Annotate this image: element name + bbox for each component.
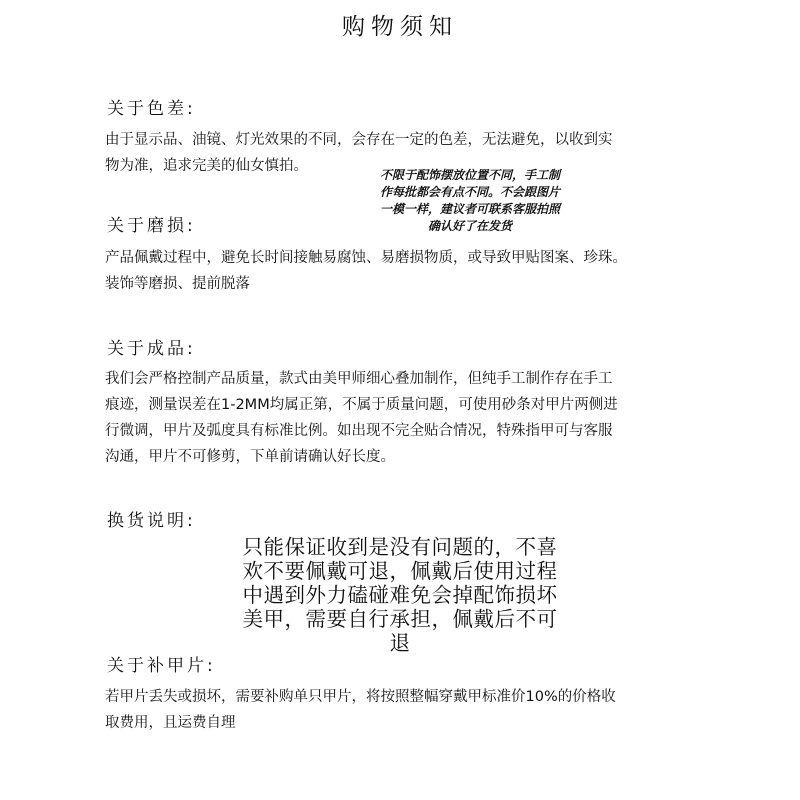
section-heading-product: 关于成品:	[107, 339, 196, 359]
section-text-product	[105, 366, 705, 470]
page-title: 购物须知	[342, 14, 458, 40]
note-line: 不限于配饰摆放位置不同，手工制	[379, 168, 560, 182]
section-text-wear	[105, 245, 725, 297]
text-line: 物为准，追求完美的仙女慎拍。	[105, 158, 308, 174]
section-text-replacement	[105, 684, 725, 736]
text-line: 美甲，需要自行承担，佩戴后不可	[242, 607, 558, 631]
text-line: 欢不要佩戴可退，佩戴后使用过程	[242, 559, 558, 583]
text-line: 行微调，甲片及弧度具有标准比例。如出现不完全贴合情况，特殊指甲可与客服	[105, 423, 613, 439]
section-heading-exchange: 换货说明:	[107, 511, 196, 531]
text-line: 我们会严格控制产品质量，款式由美甲师细心叠加制作，但纯手工制作存在手工	[105, 371, 613, 387]
section-heading-wear: 关于磨损:	[107, 216, 196, 236]
text-line: 痕迹，测量误差在1-2MM均属正第，不属于质量问题，可使用砂条对甲片两侧进	[105, 397, 618, 413]
text-line: 装饰等磨损、提前脱落	[105, 276, 250, 292]
note-line: 确认好了在发货	[427, 219, 512, 233]
text-line: 只能保证收到是没有问题的，不喜	[242, 535, 558, 559]
text-line: 取费用，且运费自理	[105, 715, 236, 731]
text-line: 退	[389, 631, 411, 655]
text-line: 由于显示品、油镜、灯光效果的不同，会存在一定的色差，无法避免，以收到实	[105, 132, 613, 148]
custom-note-overlay	[330, 167, 610, 235]
section-heading-color: 关于色差:	[107, 99, 196, 119]
section-heading-replacement: 关于补甲片:	[107, 656, 216, 676]
section-text-exchange	[200, 535, 600, 655]
text-line: 沟通，甲片不可修剪，下单前请确认好长度。	[105, 449, 395, 465]
note-line: 一模一样，建议者可联系客服拍照	[379, 202, 560, 216]
note-line: 作每批都会有点不同。不会跟图片	[379, 185, 560, 199]
text-line: 中遇到外力磕碰难免会掉配饰损坏	[242, 583, 558, 607]
text-line: 若甲片丢失或损坏，需要补购单只甲片，将按照整幅穿戴甲标准价10%的价格收	[105, 689, 616, 705]
text-line: 产品佩戴过程中，避免长时间接触易腐蚀、易磨损物质，或导致甲贴图案、珍珠。	[105, 250, 627, 266]
